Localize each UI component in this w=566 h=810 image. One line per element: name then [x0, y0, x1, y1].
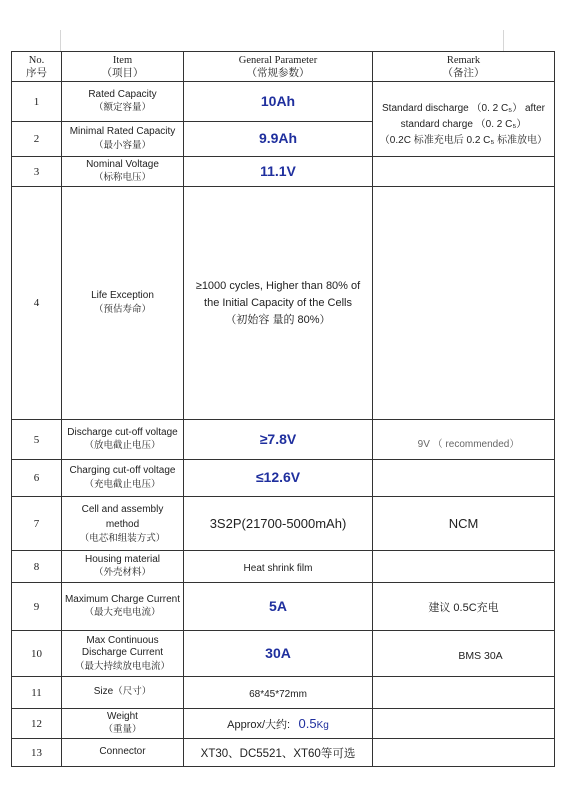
item-cell: Connector — [62, 739, 184, 767]
table-row — [12, 82, 555, 122]
remark-cell: BMS 30A — [373, 631, 555, 677]
row-number: 5 — [12, 420, 62, 460]
table-row — [12, 497, 555, 551]
row-number: 3 — [12, 157, 62, 187]
page-guide-right — [503, 30, 504, 51]
row-number: 12 — [12, 709, 62, 739]
item-cell: Max Continuous Discharge Current （最大持续放电电流） — [62, 631, 184, 677]
value-cell: 11.1V — [184, 157, 373, 187]
spec-table — [11, 51, 555, 767]
remark-cell: NCM — [373, 497, 555, 551]
remark-cell — [373, 157, 555, 187]
row-number: 11 — [12, 677, 62, 709]
item-cell: Discharge cut-off voltage （放电截止电压） — [62, 420, 184, 460]
value-cell: XT30、DC5521、XT60等可选 — [184, 739, 373, 767]
table-row — [12, 709, 555, 739]
value-cell: ≥1000 cycles, Higher than 80% of the Initial Capacity of the Cells （初始容 量的 80%） — [184, 187, 373, 420]
header-no: No. 序号 — [12, 52, 62, 82]
item-cell: Size（尺寸） — [62, 677, 184, 709]
item-cell: Weight （重量） — [62, 709, 184, 739]
value-cell: 5A — [184, 583, 373, 631]
row-number: 8 — [12, 551, 62, 583]
item-cell: Housing material （外壳材料） — [62, 551, 184, 583]
table-row — [12, 739, 555, 767]
row-number: 10 — [12, 631, 62, 677]
table-row — [12, 157, 555, 187]
item-cell: Nominal Voltage （标称电压） — [62, 157, 184, 187]
value-cell: 3S2P(21700-5000mAh) — [184, 497, 373, 551]
value-cell: 9.9Ah — [184, 122, 373, 157]
row-number: 2 — [12, 122, 62, 157]
header-remark: Remark （备注） — [373, 52, 555, 82]
item-cell: Charging cut-off voltage （充电截止电压） — [62, 460, 184, 497]
item-cell: Maximum Charge Current （最大充电电流） — [62, 583, 184, 631]
remark-cell — [373, 551, 555, 583]
header-parameter: General Parameter （常规参数） — [184, 52, 373, 82]
item-cell: Cell and assembly method （电芯和组装方式） — [62, 497, 184, 551]
remark-cell — [373, 677, 555, 709]
row-number: 6 — [12, 460, 62, 497]
row-number: 1 — [12, 82, 62, 122]
item-cell: Life Exception （预估寿命） — [62, 187, 184, 420]
row-number: 4 — [12, 187, 62, 420]
row-number: 7 — [12, 497, 62, 551]
header-item: Item （项目） — [62, 52, 184, 82]
table-row — [12, 551, 555, 583]
table-row — [12, 631, 555, 677]
row-number: 13 — [12, 739, 62, 767]
table-row — [12, 187, 555, 420]
table-row — [12, 677, 555, 709]
table-row — [12, 420, 555, 460]
value-cell: ≤12.6V — [184, 460, 373, 497]
value-cell: Heat shrink film — [184, 551, 373, 583]
value-cell: Approx/大约: 0.5Kg — [184, 709, 373, 739]
row-number: 9 — [12, 583, 62, 631]
table-header-row — [12, 52, 555, 82]
value-cell: 68*45*72mm — [184, 677, 373, 709]
remark-cell — [373, 709, 555, 739]
remark-cell: 建议 0.5C充电 — [373, 583, 555, 631]
item-cell: Rated Capacity （额定容量） — [62, 82, 184, 122]
value-cell: ≥7.8V — [184, 420, 373, 460]
page-guide-left — [60, 30, 61, 51]
value-cell: 10Ah — [184, 82, 373, 122]
remark-cell — [373, 187, 555, 420]
table-row — [12, 460, 555, 497]
value-cell: 30A — [184, 631, 373, 677]
remark-cell: 9V （ recommended） — [373, 420, 555, 460]
table-row — [12, 583, 555, 631]
remark-cell — [373, 739, 555, 767]
item-cell: Minimal Rated Capacity （最小容量） — [62, 122, 184, 157]
remark-cell — [373, 460, 555, 497]
remark-cell: Standard discharge （0. 2 C₅） after standard charge （0. 2 C₅） （0.2C 标准充电后 0.2 C₅ 标准放电） — [373, 82, 555, 157]
